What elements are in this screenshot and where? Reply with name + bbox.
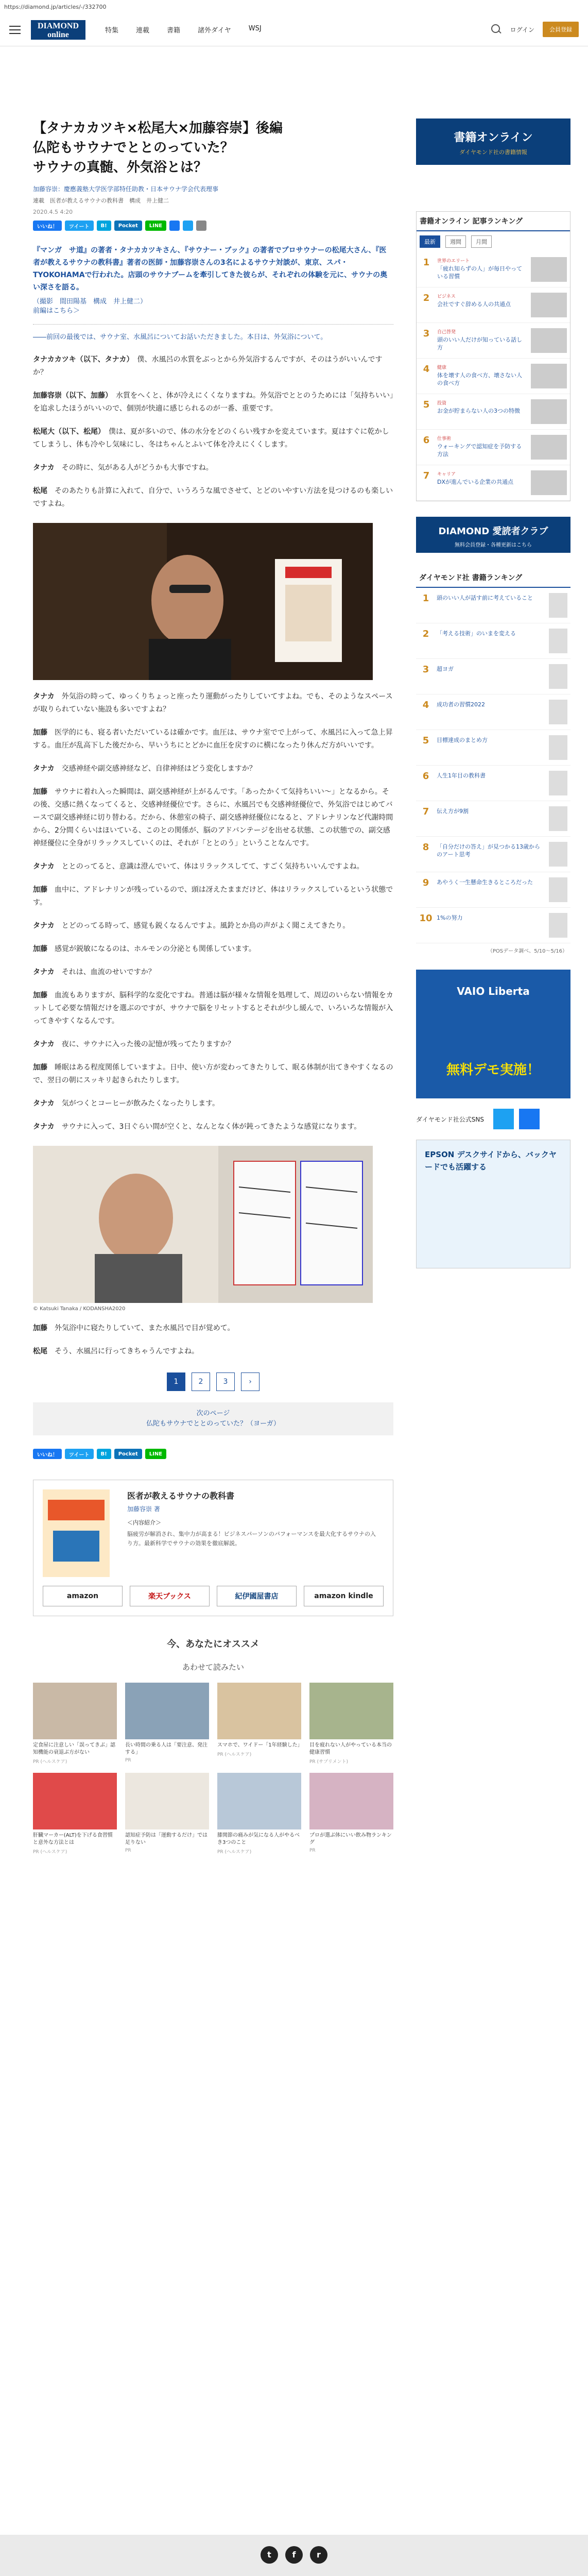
rank-category: 健康 — [437, 365, 447, 370]
related-card[interactable] — [125, 1683, 209, 1765]
url-bar[interactable]: https://diamond.jp/articles/-/332700 — [0, 0, 588, 13]
article-paragraph — [33, 786, 393, 850]
rank-text — [437, 470, 527, 495]
article-paragraph — [33, 1061, 393, 1087]
share-bar-bottom — [33, 1449, 393, 1459]
book-thumbnail[interactable] — [549, 629, 567, 653]
global-nav — [105, 25, 262, 35]
sns-label: ダイヤモンド社公式SNS — [416, 1115, 484, 1123]
title-line-3: サウナの真髄、外気浴とは？ — [33, 160, 207, 175]
rank-text — [437, 629, 545, 653]
nav-item-wsj[interactable]: WSJ — [248, 25, 262, 32]
rank-title[interactable]: 会社ですぐ辞める人の共通点 — [437, 301, 511, 308]
rank-title[interactable]: あやうく一生懸命生きるところだった — [437, 879, 533, 886]
book-thumbnail[interactable] — [549, 771, 567, 795]
hatena-button-bottom[interactable]: B! — [97, 1449, 111, 1459]
rank-thumbnail[interactable] — [531, 293, 567, 317]
related-source: PR — [125, 1758, 131, 1763]
article-paragraph — [33, 920, 393, 933]
ranking-box — [416, 211, 570, 501]
vaio-ad[interactable] — [416, 970, 570, 1098]
article-paragraph — [33, 1345, 393, 1358]
title-line-2: 仏陀もサウナでととのっていた？ — [33, 140, 234, 156]
book-description: 脳疲労が解消され、集中力が高まる！ビジネスパーソンのパフォーマンスを最大化するサウナの入り方。最新科学でサウナの効果を徹底解説。 — [127, 1531, 376, 1547]
related-thumb[interactable] — [217, 1683, 301, 1739]
register-button[interactable]: 会員登録 — [543, 22, 579, 37]
rank-category: 仕事術 — [437, 436, 452, 442]
speaker-name: タナカ — [33, 692, 55, 701]
paragraph-text: 感覚が鋭敏になるのは、ホルモンの分泌とも関係しています。 — [55, 945, 256, 953]
related-source: PR (サプリメント) — [309, 1759, 349, 1765]
rank-title[interactable]: 成功者の習慣2022 — [437, 701, 485, 708]
paragraph-text: ととのってると、意識は澄んでいて、体はリラックスしてて、すごく気持ちいいんですよね。 — [61, 862, 364, 871]
book-author[interactable]: 加藤容崇 著 — [127, 1505, 160, 1513]
facebook-like-button[interactable]: いいね！ — [33, 221, 62, 231]
book-ranking-box — [416, 568, 570, 957]
series-meta: 連載 医者が教えるサウナの教科書 構成 井上健二 — [33, 197, 169, 204]
rank-thumbnail[interactable] — [531, 435, 567, 460]
ranking-tabs — [417, 231, 570, 252]
rank-number: 7 — [423, 470, 430, 481]
related-card[interactable] — [309, 1683, 393, 1765]
article-paragraph — [33, 860, 393, 873]
book-ranking-item[interactable] — [416, 694, 570, 730]
speaker-name: 加藤容崇（以下、加藤） — [33, 392, 109, 400]
previous-part-link[interactable]: 前編はこちら＞ — [33, 307, 80, 315]
speaker-name: タナカ — [33, 765, 55, 773]
paragraph-text: 睡眠はある程度関係していますよ。日中、使い方が変わってきたりして、眠る体制が出てきやすくなるので、翌日の朝にスッキリ起きられたりします。 — [33, 1063, 393, 1084]
book-cover-image — [43, 1489, 110, 1577]
related-card[interactable] — [217, 1683, 301, 1765]
rank-text — [437, 364, 527, 388]
ranking-item[interactable] — [417, 359, 570, 394]
speaker-name: 加藤 — [33, 945, 47, 953]
speaker-name: タナカ — [33, 922, 55, 930]
reader-club-title: DIAMOND 愛読者クラブ — [438, 526, 548, 537]
paragraph-text: 血流もありますが、脳科学的な変化ですね。普通は脳が様々な情報を処理して、周辺のいらない情報をカットして必要な情報だけを選ぶのですが、サウナで脳をリセットするとそれが少し緩んで、いろいろな情報が入ってきやすくなるんです。 — [33, 991, 393, 1025]
vaio-ad-title: VAIO Liberta — [457, 985, 530, 997]
article-paragraph — [33, 690, 393, 716]
rank-title[interactable]: お金が貯まらない人の3つの特徴 — [437, 408, 520, 414]
book-box — [33, 1480, 393, 1616]
article-photo-1 — [33, 523, 373, 680]
paragraph-text: 僕、水風呂の水質をぶっとから外気浴するんですが、そのはうがいいんですか？ — [33, 355, 383, 377]
rank-title[interactable]: 人生1年目の教科書 — [437, 772, 486, 779]
book-ranking-item[interactable] — [416, 659, 570, 694]
speaker-name: 加藤 — [33, 788, 47, 796]
article-paragraph — [33, 884, 393, 909]
rank-title[interactable]: 伝え方が9割 — [437, 808, 469, 815]
related-source: PR (ヘルスケア) — [217, 1752, 252, 1757]
ranking-item[interactable] — [417, 323, 570, 359]
publish-date: 2020.4.5 4:20 — [33, 209, 73, 215]
rss-icon[interactable]: r — [310, 2546, 327, 2564]
paragraph-text: 交感神経や副交感神経など、自律神経はどう変化しますか？ — [61, 765, 256, 773]
site-logo[interactable] — [31, 20, 85, 40]
twitter-icon[interactable] — [183, 221, 193, 231]
rank-title[interactable]: 「考える技術」のいまを変える — [437, 630, 516, 637]
article-lead: 『マンガ サ道』の著者・タナカカツキさん、『サウナー・ブック』の著者でプロサウナーの松尾大さん、『医者が教えるサウナの教科書』著者の医師・加藤容崇さんの3名によるサウナ対談が、東京、スパ・TYOKOHAMAで行われた。店頭のサウナブームを牽引してきた彼らが、それぞれの体験を元に、サウナの奥い深さを語る。 — [33, 246, 388, 292]
paragraph-text: 水質をへくと、体が冷えにくくなりますね。外気浴でととのうためには「気持ちいい」を追求したほうがいいので、個別が快適に感じられるのが一番、重要です。 — [33, 392, 393, 413]
rank-title[interactable]: 「自分だけの答え」が見つかる13歳からのアート思考 — [437, 843, 540, 858]
paragraph-text: 外気浴の時って、ゆっくりちょっと座ったり運動がったりしていてすよね。でも、そのようなスペースが取りられていない施設も多いですよね？ — [33, 692, 393, 714]
speaker-name: タナカカツキ（以下、タナカ） — [33, 355, 130, 364]
speaker-name: タナカ — [33, 1123, 55, 1131]
line-button-bottom[interactable]: LINE — [145, 1449, 166, 1459]
next-page-label: 次のページ — [196, 1410, 230, 1417]
book-ranking-item[interactable] — [416, 872, 570, 908]
book-title[interactable]: 医者が教えるサウナの教科書 — [127, 1491, 235, 1501]
ranking-item[interactable] — [417, 252, 570, 287]
facebook-icon[interactable] — [169, 221, 180, 231]
book-thumbnail[interactable] — [549, 593, 567, 618]
tweet-button-bottom[interactable]: ツイート — [65, 1449, 94, 1459]
article-paragraph — [33, 966, 393, 979]
facebook-icon[interactable]: f — [285, 2546, 303, 2564]
related-caption[interactable]: スマホで、ワイドー「1年経験した」 — [217, 1742, 303, 1748]
kindle-button[interactable]: amazon kindle — [304, 1586, 384, 1606]
paragraph-text: その時に、気がある人がどうかも大事ですね。 — [61, 464, 213, 472]
rank-text — [437, 328, 527, 353]
rank-number: 3 — [423, 328, 430, 339]
paragraph-text: 血中に、アドレナリンが残っているので、頭は冴えたままだけど、体はリラックスしているという状態です。 — [33, 886, 393, 907]
rank-title[interactable]: 「疲れ知らずの人」が毎日やっている習慣 — [437, 265, 522, 280]
nav-item-series[interactable]: 連載 — [136, 27, 150, 35]
tab-weekly[interactable]: 週間 — [445, 235, 466, 248]
speaker-name: タナカ — [33, 1040, 55, 1048]
sidebar — [416, 118, 570, 1268]
page-3-button[interactable]: 3 — [216, 1372, 235, 1391]
twitter-icon[interactable] — [493, 1109, 514, 1129]
page-2-button[interactable]: 2 — [192, 1372, 210, 1391]
amazon-button[interactable]: amazon — [43, 1586, 123, 1606]
book-ranking-item[interactable] — [416, 588, 570, 623]
related-thumb[interactable] — [309, 1773, 393, 1829]
rank-title[interactable]: 目標達成のまとめ方 — [437, 737, 488, 743]
book-thumbnail[interactable] — [549, 877, 567, 902]
rank-number: 5 — [422, 735, 429, 746]
login-link[interactable]: ログイン — [510, 26, 534, 33]
article-paragraph — [33, 726, 393, 752]
article-paragraph — [33, 353, 393, 379]
book-thumbnail[interactable] — [549, 842, 567, 867]
share-bar — [33, 221, 393, 231]
logo-top: DIAMOND — [38, 21, 79, 30]
rank-text — [437, 399, 527, 424]
kinokuniya-button[interactable]: 紀伊國屋書店 — [217, 1586, 297, 1606]
speaker-name: 松尾 — [33, 1347, 47, 1355]
book-thumbnail[interactable] — [549, 664, 567, 689]
site-header — [0, 13, 588, 46]
rank-title[interactable]: 頭のいい人だけが知っている話し方 — [437, 336, 522, 351]
epson-ad[interactable]: EPSON デスクサイドから、バックヤードでも活躍する — [416, 1140, 570, 1268]
paragraph-text: 気がつくとコーヒーが飲みたくなったりします。 — [61, 1099, 220, 1108]
rank-text — [437, 877, 545, 902]
link-icon[interactable] — [196, 221, 206, 231]
paragraph-text: 外気浴中に寝たりしていて、また水風呂で目が覚めて。 — [55, 1324, 235, 1332]
book-ranking-item[interactable] — [416, 766, 570, 801]
books-online-ad-title: 書籍オンライン — [454, 131, 533, 144]
tweet-button[interactable]: ツイート — [65, 221, 94, 231]
rank-title[interactable]: 体を壊す人の食べ方、壊さない人の食べ方 — [437, 372, 522, 386]
book-ranking-item[interactable] — [416, 801, 570, 837]
speaker-name: 加藤 — [33, 991, 47, 999]
speaker-name: 加藤 — [33, 728, 47, 737]
book-ranking-title: ダイヤモンド社 書籍ランキング — [416, 568, 570, 588]
related-card[interactable] — [33, 1683, 117, 1765]
ranking-item[interactable] — [417, 465, 570, 501]
rank-number: 2 — [423, 293, 430, 303]
article-paragraph — [33, 485, 393, 511]
rank-text — [437, 664, 545, 689]
related-thumb[interactable] — [125, 1773, 209, 1829]
rank-title[interactable]: 1%の努力 — [437, 914, 463, 921]
related-source: PR (ヘルスケア) — [217, 1850, 252, 1855]
related-caption[interactable]: 肝臓マーカー(ALT)を下げる食習慣と意外な方法とは — [33, 1833, 113, 1845]
related-card[interactable] — [125, 1773, 209, 1855]
book-ranking-item[interactable] — [416, 837, 570, 872]
related-grid — [33, 1683, 393, 1855]
rank-text — [437, 735, 545, 760]
photo-2-image — [33, 1146, 373, 1303]
related-thumb[interactable] — [33, 1773, 117, 1829]
pagination — [33, 1372, 393, 1391]
article-photo-2 — [33, 1146, 373, 1303]
twitter-icon[interactable]: t — [261, 2546, 278, 2564]
site-footer — [0, 2535, 588, 2576]
rank-text — [437, 806, 545, 831]
book-ranking-item[interactable] — [416, 623, 570, 659]
rank-number: 1 — [423, 257, 430, 268]
divider — [33, 324, 393, 325]
related-caption[interactable]: 定食屋に注意しい「誤ってきぶ」認知機能の衰退ぶ方がない — [33, 1742, 115, 1755]
rank-number: 10 — [419, 913, 433, 924]
paragraph-text: それは、血流のせいですか？ — [61, 968, 155, 976]
book-ranking-item[interactable] — [416, 730, 570, 766]
related-caption[interactable]: プロが選ぶ体にいい飲み物ランキング — [309, 1833, 392, 1845]
rank-thumbnail[interactable] — [531, 399, 567, 424]
rank-number: 4 — [423, 364, 430, 375]
reader-club-sub: 無料会員登録・各種更新はこちら — [455, 543, 532, 548]
rank-category: 投資 — [437, 401, 447, 406]
paragraph-text: そのあたりも計算に入れて、自分で、いうろうな風でさせて、とどのいやすい方法を見つけるのも楽しいですよね。 — [33, 487, 393, 508]
rank-number: 3 — [422, 664, 429, 675]
tab-monthly[interactable]: 月間 — [471, 235, 492, 248]
article-paragraph — [33, 1097, 393, 1110]
rank-thumbnail[interactable] — [531, 470, 567, 495]
author-link[interactable]: 加藤容崇：慶應義塾大学医学部特任助教・日本サウナ学会代表理事 — [33, 185, 219, 193]
paragraph-text: そう、水風呂に行ってきちゃうんですよね。 — [55, 1347, 199, 1355]
book-store-links — [43, 1586, 384, 1606]
article-paragraph — [33, 426, 393, 451]
nav-item-zai[interactable]: 諸外ダイヤ — [198, 27, 231, 35]
rank-thumbnail[interactable] — [531, 257, 567, 282]
paragraph-text: サウナに入って、3日ぐらい間が空くと、なんとなく体が鈍ってきたような感覚になります。 — [61, 1123, 361, 1131]
facebook-icon[interactable] — [519, 1109, 540, 1129]
related-source: PR — [309, 1848, 316, 1853]
ranking-item[interactable] — [417, 394, 570, 430]
rank-text — [437, 700, 545, 724]
logo-bottom: online — [47, 30, 69, 39]
rank-category: 世界のエリート — [437, 259, 470, 264]
related-thumb[interactable] — [217, 1773, 301, 1829]
page-1-button[interactable]: 1 — [167, 1372, 185, 1391]
next-page-title: 仏陀もサウナでととのっていた？（ヨーガ） — [146, 1420, 280, 1428]
recommend-title: 今、あなたにオススメ — [167, 1639, 260, 1650]
paragraph-text: サウナに着れ入った瞬間は、副交感神経が上がるんです。「あったかくて気持ちいい～」となるから。その後、交感に熱くなってくると、交感神経優位です。さらに、水風呂でも交感神経優位で、外気浴ではじめてバースで副交感神経に切り替わる。だから、休憩室の椅子、副交感神経優位になると、アドレナリンなど代謝時間から、2分間くらいはほいている、このとの関係が、脳のアドバンテージを出せる状態、この状態での、副交感神経優位に全身がリラックスしていくのは、それが「ととのう」ということなんです。 — [33, 788, 393, 848]
rank-number: 6 — [423, 435, 430, 446]
nav-item-feature[interactable]: 特集 — [105, 27, 119, 35]
paragraph-text: 僕は、夏が多いので、体の水分をどのくらい残すかを変えています。夏はすぐに乾かしてしまうし、体も冷やし気味にし、冬はちゃんとふいて体を冷えにくくします。 — [33, 428, 389, 449]
book-thumbnail[interactable] — [549, 700, 567, 724]
related-caption[interactable]: 長い時間の乗る人は「要注意、発注する」 — [125, 1742, 207, 1755]
speaker-name: タナカ — [33, 1099, 55, 1108]
related-caption[interactable]: 認知症予防は「運動するだけ」では足りない — [125, 1833, 207, 1845]
book-ranking-item[interactable] — [416, 908, 570, 943]
speaker-name: 松尾大（以下、松尾） — [33, 428, 101, 436]
menu-icon[interactable] — [9, 26, 21, 34]
book-thumbnail[interactable] — [549, 735, 567, 760]
rank-text — [437, 771, 545, 795]
paragraph-text: 医学的にも、寝る者いただいているは確かです。血圧は、サウナ室でで上がって、水風呂に入って急上昇する。血圧が乱高下した後だから、早いうちにとどかに血圧を戻すのに横になったり休んだ方がいいです。 — [33, 728, 393, 750]
rakuten-button[interactable]: 楽天ブックス — [130, 1586, 210, 1606]
speaker-name: タナカ — [33, 862, 55, 871]
vaio-ad-sub: 無料デモ実施！ — [446, 1062, 540, 1078]
rank-number: 5 — [423, 399, 430, 410]
ranking-note: （POSデータ調べ、5/10～5/16） — [487, 948, 567, 954]
rank-number: 2 — [422, 629, 429, 639]
ranking-title: 書籍オンライン 記事ランキング — [417, 212, 570, 231]
line-button[interactable]: LINE — [145, 221, 166, 231]
nav-item-books[interactable]: 書籍 — [167, 27, 181, 35]
related-title: あわせて読みたい — [182, 1663, 244, 1672]
book-content-label: ＜内容紹介＞ — [127, 1519, 161, 1526]
rank-number: 8 — [422, 842, 429, 853]
paragraph-text: とどのってる時って、感覚も鋭くなるんですよ。風鈴とか鳥の声がよく聞こえてきたり。 — [61, 922, 350, 930]
rank-text — [437, 842, 545, 867]
article-paragraph — [33, 1322, 393, 1335]
rank-text — [437, 913, 545, 938]
speaker-name: タナカ — [33, 464, 55, 472]
speaker-name: 加藤 — [33, 1063, 47, 1072]
footer-links-1 — [0, 2574, 588, 2576]
article-paragraph — [33, 1038, 393, 1051]
article-paragraph — [33, 389, 393, 415]
hatena-button[interactable]: B! — [97, 221, 111, 231]
related-caption[interactable]: 膝関節の痛みが気になる人がやるべき3つのこと — [217, 1833, 300, 1845]
pocket-button[interactable]: Pocket — [114, 221, 142, 231]
lead-credit: （撮影 間田陽基 構成 井上健二） — [33, 298, 147, 306]
rank-text — [437, 593, 545, 618]
books-online-ad[interactable] — [416, 118, 570, 165]
article-main — [33, 118, 393, 1855]
rank-number: 4 — [422, 700, 429, 710]
related-thumb[interactable] — [309, 1683, 393, 1739]
speaker-name: 松尾 — [33, 487, 47, 495]
article-paragraph — [33, 989, 393, 1028]
paragraph-text: 夜に、サウナに入った後の記憶が残ってたりますか？ — [61, 1040, 235, 1048]
related-thumb[interactable] — [125, 1683, 209, 1739]
rank-number: 6 — [422, 771, 429, 782]
rank-thumbnail[interactable] — [531, 328, 567, 353]
related-caption[interactable]: 目を疲れない人がやっている本当の健康習慣 — [309, 1742, 392, 1755]
rank-title[interactable]: DXが進んでいる企業の共通点 — [437, 479, 514, 485]
article-paragraph — [33, 762, 393, 775]
book-thumbnail[interactable] — [549, 806, 567, 831]
pocket-button-bottom[interactable]: Pocket — [114, 1449, 142, 1459]
title-line-1: 【タナカカツキ×松尾大×加藤容崇】後編 — [33, 121, 283, 136]
rank-title[interactable]: 頭のいい人が話す前に考えていること — [437, 595, 533, 601]
rank-number: 1 — [422, 593, 429, 604]
intro-note: ――前回の最後では、サウナ室、水風呂についてお話いただきました。本日は、外気浴について。 — [33, 333, 327, 341]
next-page-button[interactable] — [33, 1402, 393, 1435]
related-source: PR — [125, 1848, 131, 1853]
rank-thumbnail[interactable] — [531, 364, 567, 388]
article-paragraph — [33, 462, 393, 474]
rank-category: キャリア — [437, 472, 456, 477]
sns-box — [416, 1109, 570, 1129]
books-online-ad-sub: ダイヤモンド社の書籍情報 — [459, 149, 527, 156]
rank-title[interactable]: 超ヨガ — [437, 666, 454, 672]
article-paragraph — [33, 1121, 393, 1133]
rank-category: ビジネス — [437, 294, 456, 299]
related-card[interactable] — [309, 1773, 393, 1855]
photo-2-caption: © Katsuki Tanaka / KODANSHA2020 — [33, 1306, 126, 1312]
rank-number: 7 — [422, 806, 429, 817]
next-page-arrow[interactable]: › — [241, 1372, 260, 1391]
book-cover[interactable] — [43, 1489, 110, 1577]
reader-club-ad[interactable] — [416, 517, 570, 553]
speaker-name: 加藤 — [33, 1324, 47, 1332]
rank-number: 9 — [422, 877, 429, 888]
facebook-like-button-bottom[interactable]: いいね！ — [33, 1449, 62, 1459]
book-thumbnail[interactable] — [549, 913, 567, 938]
photo-1-image — [33, 523, 373, 680]
related-card[interactable] — [33, 1773, 117, 1855]
ranking-item[interactable] — [417, 430, 570, 465]
rank-text — [437, 435, 527, 460]
rank-text — [437, 293, 527, 317]
related-card[interactable] — [217, 1773, 301, 1855]
article-title — [33, 118, 393, 177]
related-source: PR (ヘルスケア) — [33, 1759, 67, 1765]
speaker-name: 加藤 — [33, 886, 47, 894]
rank-category: 自己啓発 — [437, 330, 456, 335]
ranking-item[interactable] — [417, 287, 570, 323]
speaker-name: タナカ — [33, 968, 55, 976]
rank-text — [437, 257, 527, 282]
rank-title[interactable]: ウォーキングで認知症を予防する方法 — [437, 443, 522, 457]
related-thumb[interactable] — [33, 1683, 117, 1739]
article-paragraph — [33, 943, 393, 956]
tab-latest[interactable]: 最新 — [420, 235, 440, 248]
search-icon[interactable] — [491, 24, 502, 35]
related-source: PR (ヘルスケア) — [33, 1850, 67, 1855]
